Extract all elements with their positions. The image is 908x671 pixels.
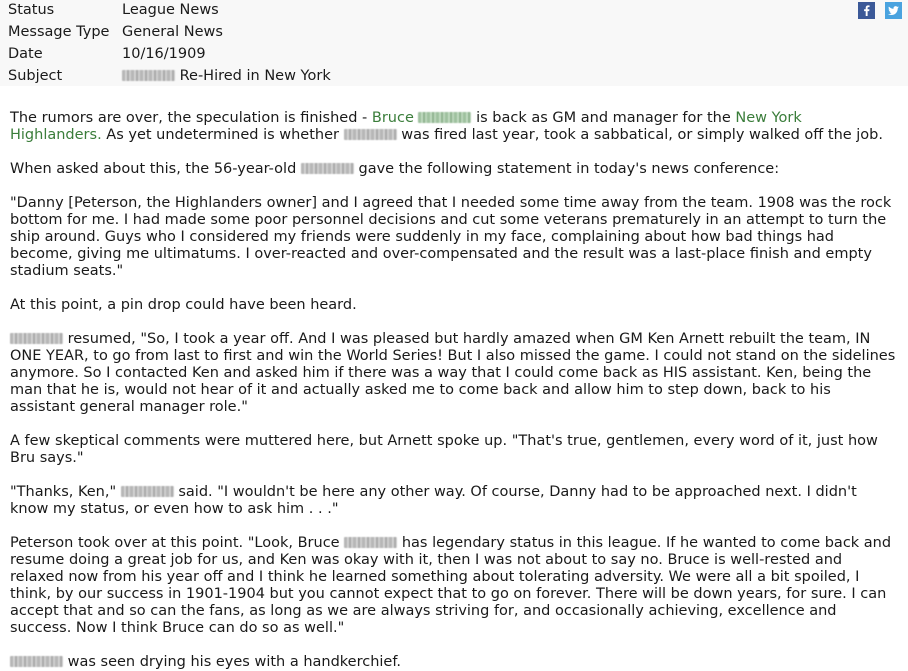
player-link[interactable] [372, 110, 472, 126]
redacted-name [121, 486, 174, 497]
subject-value [122, 66, 900, 88]
article-paragraph: At this point, a pin drop could have been heard. [10, 297, 357, 313]
facebook-icon [858, 2, 875, 19]
redacted-name [301, 163, 354, 174]
paragraph-text: Peterson took over at this point. "Look, Bruce [10, 535, 345, 551]
redacted-name [344, 537, 397, 548]
paragraph-text: gave the following statement in today's news conference: [353, 161, 780, 177]
status-row [8, 0, 900, 22]
paragraph-text: "Thanks, Ken," [10, 484, 121, 500]
facebook-share-button[interactable] [858, 2, 875, 19]
paragraph-text: resumed, "So, I took a year off. And I was pleased but hardly amazed when GM Ken Arnett rebuilt the team, IN ONE YEAR, to go from last to first and win the World Series! But I also missed the game. I could not stand on the sidelines anymore. So I contacted Ken and asked him if there was a way that I could come back as HIS assistant. Ken, being the man that he is, would not hear of it and actually asked me to come back and allow him to step down, back to his assistant general manager role." [10, 331, 896, 415]
article-paragraph [10, 484, 898, 518]
redacted-name [122, 70, 175, 81]
date-label: Date [8, 46, 43, 62]
subject-label: Subject [8, 68, 63, 84]
team-link[interactable]: New York Highlanders. [10, 110, 802, 143]
article-paragraph [10, 110, 898, 144]
date-row [8, 44, 900, 66]
twitter-icon [885, 2, 902, 19]
date-value: 10/16/1909 [122, 46, 206, 62]
share-buttons [858, 2, 902, 19]
subject-row [8, 66, 900, 88]
article-paragraph: A few skeptical comments were muttered here, but Arnett spoke up. "That's true, gentlemen, every word of it, just how Bru says." [10, 433, 878, 466]
paragraph-text: was fired last year, took a sabbatical, or simply walked off the job. [396, 127, 883, 143]
paragraph-text: has legendary status in this league. If he wanted to come back and resume doing a great job for us, and Ken was okay with it, then I was not about to say no. Bruce is well-rested and relaxed now from his year off and I think he learned something about tolerating adversity. We were all a bit spoiled, I think, by our success in 1901-1904 but you cannot expect that to go on forever. There will be down years, for sure. I can accept that and so can the fans, as long as we are always striving for, and occasionally achieving, excellence and success. Now I think Bruce can do so as well." [10, 535, 892, 636]
message-type-label: Message Type [8, 24, 110, 40]
status-value: League News [122, 2, 219, 18]
redacted-name [344, 129, 397, 140]
article-paragraph: "Danny [Peterson, the Highlanders owner] and I agreed that I needed some time away from the team. 1908 was the rock bottom for me. I had made some poor personnel decisions and cut some veterans prematurely in an attempt to turn the ship around. Guys who I considered my friends were suddenly in my face, complaining about how bad things had become, giving me ultimatums. I over-reacted and over-compensated and the result was a last-place finish and empty stadium seats." [10, 195, 892, 279]
paragraph-text: The rumors are over, the speculation is finished - [10, 110, 372, 126]
paragraph-text: As yet undetermined is whether [101, 127, 344, 143]
subject-text: Re-Hired in New York [179, 68, 331, 84]
message-type-row [8, 22, 900, 44]
article-paragraph [10, 654, 898, 671]
status-label: Status [8, 2, 55, 18]
message-header [0, 0, 908, 86]
paragraph-text: said. "I wouldn't be here any other way. Of course, Danny had to be approached next. I didn't know my status, or even how to ask him . . ." [10, 484, 857, 517]
article-paragraph [10, 161, 898, 178]
player-link-first-name: Bruce [371, 110, 414, 126]
twitter-share-button[interactable] [885, 2, 902, 19]
redacted-name [418, 112, 471, 123]
paragraph-text: When asked about this, the 56-year-old [10, 161, 301, 177]
redacted-name [10, 333, 63, 344]
paragraph-text: is back as GM and manager for the [471, 110, 736, 126]
article-paragraph [10, 331, 898, 416]
article-paragraph [10, 535, 898, 637]
article-body [0, 86, 908, 671]
message-type-value: General News [122, 24, 223, 40]
paragraph-text: was seen drying his eyes with a handkerchief. [63, 654, 402, 670]
